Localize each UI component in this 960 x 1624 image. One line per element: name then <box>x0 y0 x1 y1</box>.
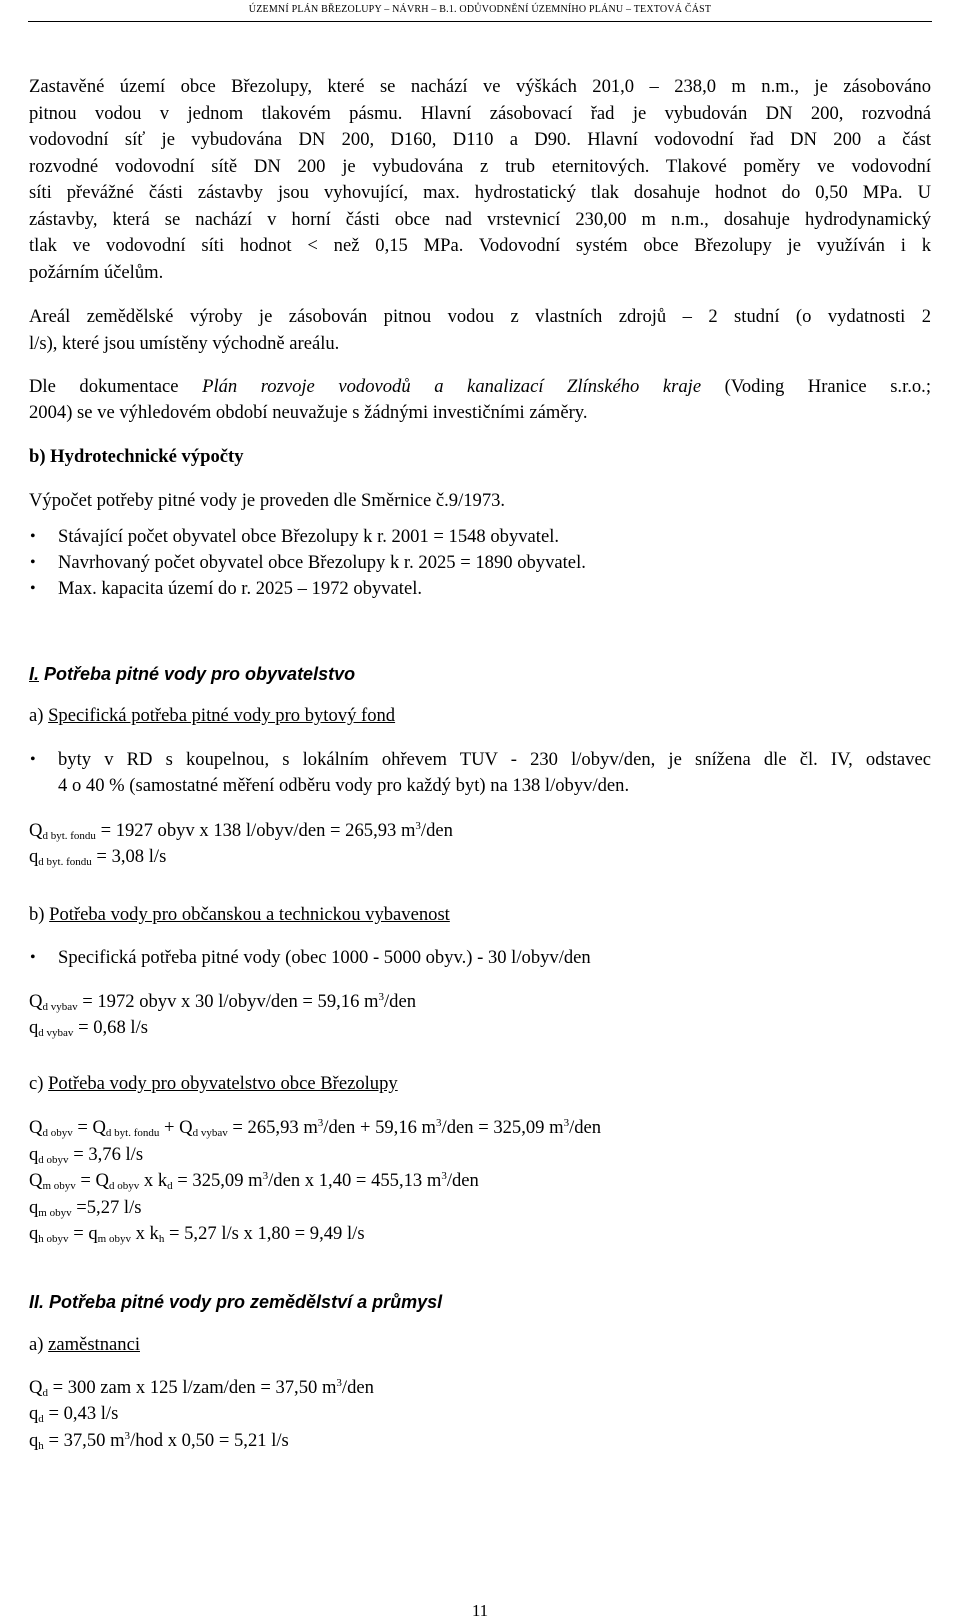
heading-number: I. <box>29 664 40 684</box>
formula-text: = 1927 obyv x 138 l/obyv/den = 265,93 m <box>95 820 416 841</box>
formula-text: /den <box>383 991 416 1012</box>
list-item-continuation: 4 o 40 % (samostatné měření odběru vody pro každý byt) na 138 l/obyv/den. <box>58 775 630 796</box>
subsection-heading <box>29 904 450 926</box>
formula-symbol: q <box>29 1197 39 1218</box>
formula-superscript: 3 <box>563 1117 570 1129</box>
paragraph-line: Výpočet potřeby pitné vody je proveden dle Směrnice č.9/1973. <box>29 490 506 511</box>
formula <box>29 1430 289 1452</box>
formula-symbol: q <box>29 1144 39 1165</box>
formula-superscript: 3 <box>336 1377 342 1389</box>
formula-text: /den = 325,09 m <box>441 1117 564 1138</box>
formula <box>29 991 416 1013</box>
formula <box>29 1403 118 1425</box>
formula-text: = 300 zam x 125 l/zam/den = 37,50 m <box>47 1377 337 1398</box>
formula-text: /den x 1,40 = 455,13 m <box>268 1170 442 1191</box>
page-header: ÚZEMNÍ PLÁN BŘEZOLUPY – NÁVRH – B.1. ODŮVODNĚNÍ ÚZEMNÍHO PLÁNU – TEXTOVÁ ČÁST <box>248 4 712 15</box>
formula-text: = 0,43 l/s <box>43 1403 119 1424</box>
section-heading <box>29 663 355 685</box>
formula-text: = 5,27 l/s x 1,80 = 9,49 l/s <box>164 1223 365 1244</box>
formula-superscript: 3 <box>441 1170 447 1182</box>
paragraph-line: požárním účelům. <box>29 262 164 283</box>
formula-text: =5,27 l/s <box>71 1197 142 1218</box>
formula-text: = Q <box>75 1170 109 1191</box>
formula-subscript: m obyv <box>97 1233 131 1245</box>
formula-text: x k <box>130 1223 159 1244</box>
formula-symbol: q <box>29 846 39 867</box>
paragraph-line: vodovodní síť je vybudována DN 200, D160, D110 a D90. Hlavní vodovodní řad DN 200 a část <box>29 129 931 150</box>
formula-subscript: d <box>38 1413 44 1425</box>
formula-text: = q <box>68 1223 98 1244</box>
formula-symbol: q <box>29 1017 39 1038</box>
formula-text: = Q <box>72 1117 106 1138</box>
bullet-icon: • <box>30 580 36 597</box>
formula-text: = 0,68 l/s <box>73 1017 148 1038</box>
section-heading: II. Potřeba pitné vody pro zemědělství a průmysl <box>29 1292 443 1312</box>
formula-subscript: d vybav <box>42 1001 78 1013</box>
formula-superscript: 3 <box>317 1117 324 1129</box>
formula-text: /den + 59,16 m <box>323 1117 437 1138</box>
formula <box>29 1197 142 1219</box>
formula-subscript: m obyv <box>38 1207 72 1219</box>
formula-symbol: q <box>29 1223 39 1244</box>
formula-subscript: d <box>167 1180 173 1192</box>
formula-text: = 37,50 m <box>43 1430 125 1451</box>
formula <box>29 846 166 868</box>
formula-symbol: Q <box>29 1377 43 1398</box>
paragraph-line: 2004) se ve výhledovém období neuvažuje s žádnými investičními záměry. <box>29 402 588 423</box>
page-number: 11 <box>471 1601 489 1620</box>
formula <box>29 1170 479 1192</box>
formula-subscript: d obyv <box>42 1127 73 1139</box>
formula-symbol: q <box>29 1430 39 1451</box>
formula-text: = 325,09 m <box>172 1170 263 1191</box>
bullet-icon: • <box>30 528 36 545</box>
section-heading: b) Hydrotechnické výpočty <box>29 446 244 467</box>
subsection-heading <box>29 1334 140 1356</box>
formula-symbol: q <box>29 1403 39 1424</box>
heading-text: Potřeba pitné vody pro obyvatelstvo <box>39 664 356 684</box>
list-item: Max. kapacita území do r. 2025 – 1972 obyvatel. <box>58 578 423 599</box>
formula-superscript: 3 <box>262 1170 269 1182</box>
formula-subscript: h <box>158 1233 165 1245</box>
formula <box>29 1017 148 1039</box>
text-span: (Voding Hranice s.r.o.; <box>701 376 931 397</box>
formula-text: /den <box>446 1170 479 1191</box>
paragraph-line: zástavby, která se nachází v horní části obce nad vrstevnicí 230,00 m n.m., dosahuje hydrodynamický <box>29 209 931 230</box>
formula <box>29 1223 365 1245</box>
formula-subscript: h obyv <box>38 1233 69 1245</box>
paragraph-line <box>29 376 931 398</box>
formula-symbol: Q <box>29 1170 43 1191</box>
formula-subscript: m obyv <box>42 1180 76 1192</box>
paragraph-line: pitnou vodou v jednom tlakovém pásmu. Hlavní zásobovací řad je vybudován DN 200, rozvodná <box>29 103 931 124</box>
text-span: Dle dokumentace <box>29 376 203 397</box>
formula-superscript: 3 <box>378 991 384 1003</box>
header-divider <box>28 21 932 22</box>
formula-superscript: 3 <box>124 1430 131 1442</box>
formula-text: = 3,08 l/s <box>91 846 167 867</box>
formula-text: = 265,93 m <box>227 1117 318 1138</box>
bullet-icon: • <box>30 554 36 571</box>
list-item: byty v RD s koupelnou, s lokálním ohřevem TUV - 230 l/obyv/den, je snížena dle čl. IV, odstavec <box>58 749 931 770</box>
list-item: Specifická potřeba pitné vody (obec 1000 - 5000 obyv.) - 30 l/obyv/den <box>58 947 591 968</box>
paragraph-line: l/s), které jsou umístěny východně areálu. <box>29 333 340 354</box>
formula-text: /den <box>341 1377 374 1398</box>
formula <box>29 1144 143 1166</box>
paragraph-line: rozvodné vodovodní sítě DN 200 je vybudována z trub eternitových. Tlakové poměry ve vodovodní <box>29 156 931 177</box>
subsection-heading <box>29 1073 398 1095</box>
formula-subscript: d obyv <box>108 1180 140 1192</box>
subsection-prefix: a) <box>29 705 49 726</box>
formula-subscript: d byt. fondu <box>42 830 96 842</box>
subsection-title: Specifická potřeba pitné vody pro bytový fond <box>48 705 396 726</box>
formula <box>29 1117 601 1139</box>
formula-subscript: h <box>38 1440 44 1452</box>
formula-text: + Q <box>159 1117 193 1138</box>
list-item: Stávající počet obyvatel obce Březolupy k r. 2001 = 1548 obyvatel. <box>58 526 560 547</box>
document-title-citation: Plán rozvoje vodovodů a kanalizací Zlínského kraje <box>202 376 702 397</box>
formula-subscript: d obyv <box>38 1154 69 1166</box>
bullet-icon: • <box>30 751 36 768</box>
formula-subscript: d <box>42 1387 48 1399</box>
subsection-title: Potřeba vody pro občanskou a technickou vybavenost <box>49 904 450 925</box>
subsection-prefix: c) <box>29 1073 49 1094</box>
formula-subscript: d byt. fondu <box>38 856 92 868</box>
subsection-heading <box>29 705 395 727</box>
paragraph-line: síti převážné části zástavby jsou vyhovující, max. hydrostatický tlak dosahuje hodnot do 0,50 MPa. U <box>29 182 931 203</box>
formula-text: x k <box>139 1170 168 1191</box>
formula-text: /den <box>569 1117 602 1138</box>
formula <box>29 1377 374 1399</box>
formula-symbol: Q <box>29 1117 43 1138</box>
formula-text: = 1972 obyv x 30 l/obyv/den = 59,16 m <box>77 991 379 1012</box>
formula <box>29 820 453 842</box>
bullet-icon: • <box>30 949 36 966</box>
formula-symbol: Q <box>29 991 43 1012</box>
formula-text: = 3,76 l/s <box>68 1144 144 1165</box>
paragraph-line: Zastavěné území obce Březolupy, které se nachází ve výškách 201,0 – 238,0 m n.m., je zásobováno <box>29 76 931 97</box>
formula-symbol: Q <box>29 820 43 841</box>
formula-subscript: d vybav <box>192 1127 228 1139</box>
formula-text: /hod x 0,50 = 5,21 l/s <box>130 1430 289 1451</box>
list-item: Navrhovaný počet obyvatel obce Březolupy k r. 2025 = 1890 obyvatel. <box>58 552 586 573</box>
formula-superscript: 3 <box>415 820 421 832</box>
subsection-prefix: b) <box>29 904 50 925</box>
formula-text: /den <box>420 820 453 841</box>
subsection-title: Potřeba vody pro obyvatelstvo obce Březolupy <box>48 1073 398 1094</box>
formula-superscript: 3 <box>436 1117 442 1129</box>
formula-subscript: d byt. fondu <box>105 1127 160 1139</box>
formula-subscript: d vybav <box>38 1027 74 1039</box>
subsection-prefix: a) <box>29 1334 49 1355</box>
paragraph-line: tlak ve vodovodní síti hodnot < než 0,15 MPa. Vodovodní systém obce Březolupy je využíván i k <box>29 235 931 256</box>
paragraph-line: Areál zemědělské výroby je zásobován pitnou vodou z vlastních zdrojů – 2 studní (o vydatnosti 2 <box>29 306 931 327</box>
subsection-title: zaměstnanci <box>48 1334 140 1355</box>
